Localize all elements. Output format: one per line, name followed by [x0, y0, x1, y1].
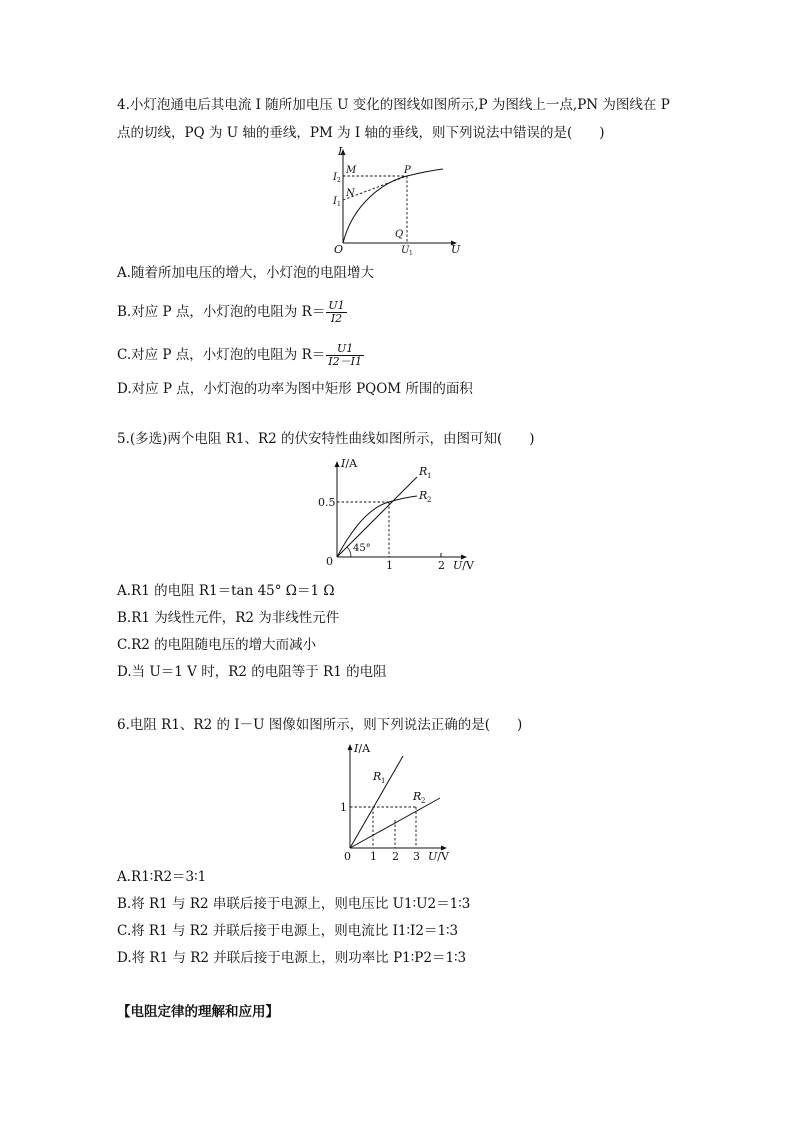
q4-label-q: Q [395, 229, 404, 240]
q6-stem: 6.电阻 R1、R2 的 I－U 图像如图所示，则下列说法正确的是( ) [117, 717, 523, 733]
q4-option-c-fraction [326, 343, 364, 368]
q6-option-b: B.将 R1 与 R2 串联后接于电源上，则电压比 U1∶U2＝1∶3 [117, 896, 471, 912]
q6-x-tick-3: 3 [413, 850, 420, 863]
q5-label-r2: R [419, 489, 428, 502]
q4-option-b-numerator: U1 [328, 299, 345, 312]
q5-option-b: B.R1 为线性元件，R2 为非线性元件 [117, 610, 340, 626]
q4-iu-graph [325, 145, 465, 260]
q5-iu-graph [315, 455, 480, 575]
q4-option-c-denominator: I2－I1 [328, 355, 362, 368]
q4-axis-i-label: I [338, 145, 343, 158]
q6-option-a: A.R1∶R2＝3∶1 [117, 869, 207, 885]
q5-label-r2-sub: 2 [427, 496, 432, 504]
q6-option-c: C.将 R1 与 R2 并联后接于电源上，则电流比 I1∶I2＝1∶3 [117, 923, 459, 939]
section-heading: 【电阻定律的理解和应用】 [117, 1004, 279, 1020]
q6-y-tick-label: 1 [340, 801, 347, 814]
q6-y-label: I/A [354, 742, 371, 755]
q5-y-tick-label: 0.5 [318, 496, 336, 509]
q4-axis-u-label: U [451, 243, 461, 256]
q5-y-label: I/A [341, 457, 358, 470]
q6-y-axis-arrow [348, 744, 353, 750]
q4-option-b [117, 300, 347, 325]
q5-r2-curve [337, 496, 417, 557]
q5-label-r1: R [419, 465, 428, 478]
q4-option-b-denominator: I2 [330, 312, 343, 325]
q5-option-c: C.R2 的电阻随电压的增大而减小 [117, 637, 317, 653]
q5-x-label: U/V [453, 559, 474, 572]
q6-option-d: D.将 R1 与 R2 并联后接于电源上，则功率比 P1∶P2＝1∶3 [117, 950, 467, 966]
q5-stem: 5.(多选)两个电阻 R1、R2 的伏安特性曲线如图所示，由图可知( ) [117, 431, 535, 447]
q4-label-p: P [404, 165, 411, 176]
q4-origin-label: O [334, 243, 344, 256]
q4-label-u1: U [401, 245, 410, 256]
q5-x-tick-2: 2 [438, 559, 445, 572]
q6-label-r2-sub: 2 [421, 797, 426, 805]
q5-angle-label: 45° [353, 543, 371, 554]
q5-y-axis-arrow [335, 461, 340, 467]
q5-y-unit: /A [345, 457, 358, 470]
q4-label-n: N [346, 188, 355, 199]
q6-iu-graph [335, 740, 460, 865]
q4-stem-line2: 点的切线，PQ 为 U 轴的垂线，PM 为 I 轴的垂线，则下列说法中错误的是( ) [117, 125, 605, 141]
q4-label-i2-sub: 2 [337, 177, 341, 184]
q4-characteristic-curve [343, 169, 443, 243]
q6-label-r2: R [413, 790, 422, 803]
q4-stem-line1: 4.小灯泡通电后其电流 I 随所加电压 U 变化的图线如图所示,P 为图线上一点,PN 为图线在 P [117, 97, 670, 113]
q6-label-r1: R [373, 770, 382, 783]
q6-x-label: U/V [428, 850, 449, 863]
q5-angle-arc [347, 547, 351, 557]
q5-r1-line [337, 477, 417, 557]
q6-origin-label: 0 [344, 850, 351, 863]
q5-origin-label: 0 [326, 555, 333, 568]
q4-label-i2: I [333, 172, 337, 183]
q5-label-r1-sub: 1 [427, 472, 432, 480]
q4-option-a: A.随着所加电压的增大，小灯泡的电阻增大 [117, 265, 375, 281]
q5-option-a: A.R1 的电阻 R1＝tan 45° Ω＝1 Ω [117, 583, 335, 599]
q6-x-tick-2: 2 [392, 850, 399, 863]
q4-option-c-numerator: U1 [326, 343, 364, 356]
q4-option-c [117, 343, 364, 368]
q5-x-tick-1: 1 [386, 559, 393, 572]
q4-option-c-prefix: C.对应 P 点，小灯泡的电阻为 R＝ [117, 347, 326, 363]
q6-x-tick-1: 1 [370, 850, 377, 863]
q4-label-u1-sub: 1 [409, 250, 413, 257]
q4-option-b-prefix: B.对应 P 点，小灯泡的电阻为 R＝ [117, 304, 326, 320]
q4-label-i1-sub: 1 [337, 201, 341, 208]
q4-label-m: M [346, 165, 357, 176]
q4-label-i1: I [333, 196, 337, 207]
q6-label-r1-sub: 1 [381, 777, 386, 785]
q5-option-d: D.当 U＝1 V 时，R2 的电阻等于 R1 的电阻 [117, 664, 387, 680]
q4-option-b-fraction [326, 300, 346, 325]
q4-option-d: D.对应 P 点，小灯泡的功率为图中矩形 PQOM 所围的面积 [117, 381, 473, 397]
